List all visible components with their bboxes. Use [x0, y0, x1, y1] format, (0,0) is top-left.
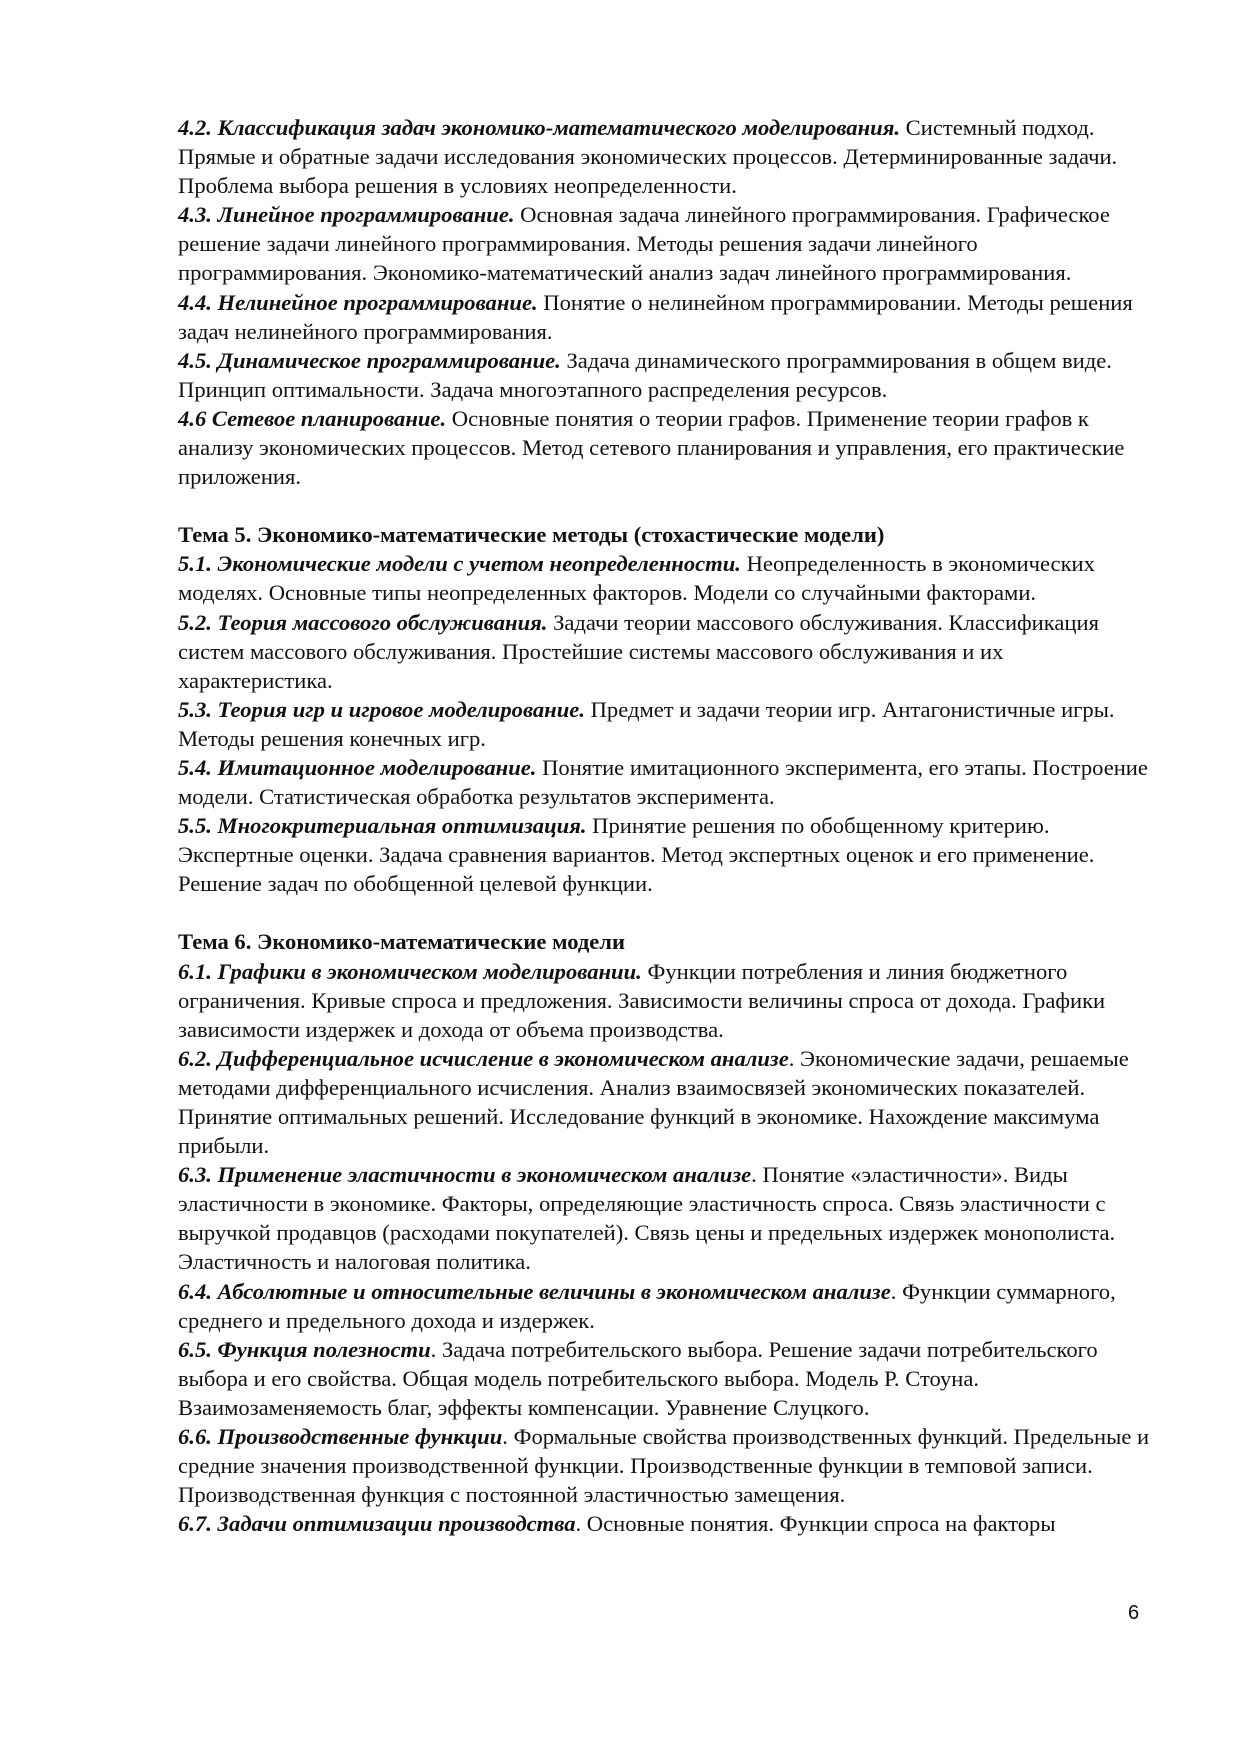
- paragraph-6-1: [178, 957, 1158, 1044]
- subtopic-title: 4.5. Динамическое программирование.: [178, 347, 561, 373]
- subtopic-title: 4.4. Нелинейное программирование.: [178, 289, 538, 315]
- subtopic-title: 4.6 Сетевое планирование.: [178, 405, 447, 431]
- subtopic-text: Принятие решения по обобщенному критерию. Экспертные оценки. Задача сравнения вариантов. Метод экспертных оценок и его применение. Решение задач по обобщенной целевой функции.: [178, 813, 1095, 897]
- subtopic-text: Основная задача линейного программирования. Графическое решение задачи линейного программирования. Методы решения задачи линейного программирования. Экономико-математический анализ задач линейного программирования.: [178, 202, 1110, 286]
- paragraph-6-5: [178, 1335, 1158, 1422]
- subtopic-text: Функции потребления и линия бюджетного ограничения. Кривые спроса и предложения. Зависимости величины спроса от дохода. Графики зависимости издержек и дохода от объема производства.: [178, 958, 1106, 1042]
- paragraph-4-3: [178, 200, 1158, 287]
- subtopic-text: Задачи теории массового обслуживания. Классификация систем массового обслуживания. Простейшие системы массового обслуживания и их характеристика.: [178, 609, 1100, 693]
- subtopic-title: 6.3. Применение эластичности в экономическом анализе: [178, 1162, 752, 1188]
- subtopic-text: Системный подход. Прямые и обратные задачи исследования экономических процессов. Детерминированные задачи. Проблема выбора решения в условиях неопределенности.: [178, 115, 1118, 199]
- paragraph-4-5: [178, 346, 1158, 404]
- topic-5-heading: Тема 5. Экономико-математические методы (стохастические модели): [178, 522, 885, 548]
- topic-6-heading: Тема 6. Экономико-математические модели: [178, 929, 625, 955]
- subtopic-title: 6.7. Задачи оптимизации производства: [178, 1511, 576, 1537]
- subtopic-title: 5.4. Имитационное моделирование.: [178, 754, 537, 780]
- paragraph-5-2: [178, 608, 1158, 695]
- subtopic-text: Понятие о нелинейном программировании. Методы решения задач нелинейного программирования.: [178, 289, 1133, 344]
- paragraph-6-7: [178, 1509, 1158, 1538]
- paragraph-6-3: [178, 1160, 1158, 1276]
- paragraph-5-1: [178, 549, 1158, 607]
- subtopic-text: Основные понятия о теории графов. Применение теории графов к анализу экономических процессов. Метод сетевого планирования и управления, его практические приложения.: [178, 405, 1125, 490]
- subtopic-text: . Понятие «эластичности». Виды эластичности в экономике. Факторы, определяющие эластичность спроса. Связь эластичности с выручкой продавцов (расходами покупателей). Связь цены и предельных издержек монополиста. Эластичность и налоговая политика.: [178, 1162, 1116, 1275]
- subtopic-title: 5.2. Теория массового обслуживания.: [178, 609, 548, 635]
- paragraph-6-6: [178, 1422, 1158, 1509]
- subtopic-text: Задача динамического программирования в общем виде. Принцип оптимальности. Задача многоэтапного распределения ресурсов.: [178, 347, 1112, 402]
- paragraph-5-4: [178, 753, 1158, 811]
- paragraph-4-2: [178, 113, 1158, 200]
- subtopic-title: 5.5. Многокритериальная оптимизация.: [178, 813, 587, 839]
- subtopic-text: . Формальные свойства производственных функций. Предельные и средние значения производственной функции. Производственные функции в темповой записи. Производственная функция с постоянной эластичностью замещения.: [178, 1424, 1150, 1508]
- subtopic-text: . Задача потребительского выбора. Решение задачи потребительского выбора и его свойства. Общая модель потребительского выбора. Модель Р. Стоуна. Взаимозаменяемость благ, эффекты компенсации. Уравнение Слуцкого.: [178, 1336, 1098, 1420]
- subtopic-title: 4.3. Линейное программирование.: [178, 202, 515, 228]
- subtopic-text: . Функции суммарного, среднего и предельного дохода и издержек.: [178, 1278, 1116, 1333]
- paragraph-4-6: [178, 404, 1158, 491]
- subtopic-text: . Основные понятия. Функции спроса на факторы: [575, 1511, 1056, 1537]
- paragraph-4-4: [178, 288, 1158, 346]
- subtopic-title: 5.1. Экономические модели с учетом неопределенности.: [178, 551, 741, 577]
- subtopic-title: 6.2. Дифференциальное исчисление в экономическом анализе: [178, 1045, 789, 1071]
- paragraph-6-2: [178, 1044, 1158, 1160]
- subtopic-title: 6.5. Функция полезности: [178, 1336, 431, 1362]
- subtopic-title: 6.1. Графики в экономическом моделировании.: [178, 958, 642, 984]
- subtopic-text: Предмет и задачи теории игр. Антагонистичные игры. Методы решения конечных игр.: [178, 696, 1115, 751]
- subtopic-title: 6.6. Производственные функции: [178, 1424, 503, 1450]
- subtopic-title: 5.3. Теория игр и игровое моделирование.: [178, 696, 585, 722]
- section-spacer: [178, 898, 1158, 927]
- paragraph-5-3: [178, 695, 1158, 753]
- document-body: [178, 113, 1158, 1538]
- subtopic-text: . Экономические задачи, решаемые методами дифференциального исчисления. Анализ взаимосвязей экономических показателей. Принятие оптимальных решений. Исследование функций в экономике. Нахождение максимума прибыли.: [178, 1045, 1129, 1159]
- subtopic-text: Понятие имитационного эксперимента, его этапы. Построение модели. Статистическая обработка результатов эксперимента.: [178, 754, 1148, 810]
- subtopic-title: 6.4. Абсолютные и относительные величины в экономическом анализе: [178, 1278, 891, 1304]
- page-number: 6: [1128, 1602, 1140, 1624]
- paragraph-5-5: [178, 811, 1158, 898]
- subtopic-title: 4.2. Классификация задач экономико-математического моделирования.: [178, 115, 901, 140]
- section-spacer: [178, 491, 1158, 520]
- paragraph-6-4: [178, 1277, 1158, 1335]
- subtopic-text: Неопределенность в экономических моделях. Основные типы неопределенных факторов. Модели со случайными факторами.: [178, 551, 1095, 606]
